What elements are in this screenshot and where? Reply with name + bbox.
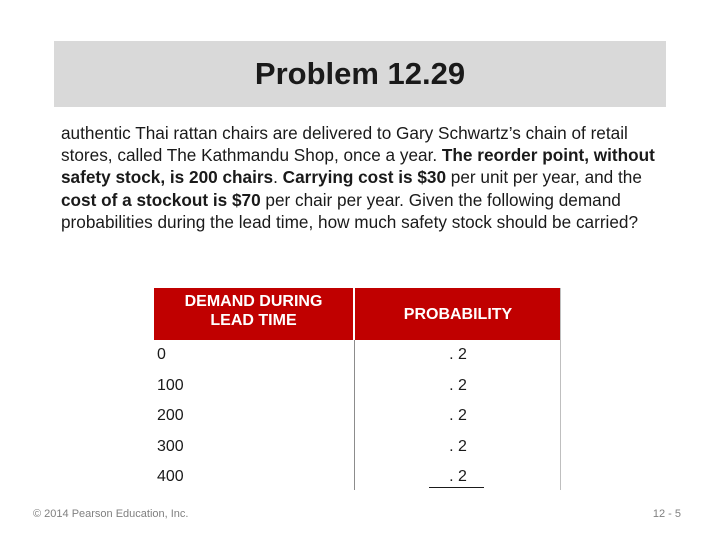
table-row [154, 371, 561, 402]
demand-probability-table [154, 288, 561, 493]
table-row [154, 401, 561, 432]
problem-bold-carrying-cost: Carrying cost is $30 [282, 167, 447, 188]
problem-statement [61, 122, 661, 233]
cell-demand: 400 [157, 468, 184, 486]
problem-bold-reorder-point: The reorder point, without safety stock, is 200 chairs [61, 145, 655, 188]
cell-demand: 0 [157, 346, 166, 364]
cell-demand: 200 [157, 407, 184, 425]
table-row [154, 340, 561, 371]
cell-probability: . 2 [449, 376, 467, 394]
problem-text-2: . [273, 167, 283, 188]
table-row [154, 462, 561, 493]
page-number: 12 - 5 [652, 508, 681, 520]
table-header [154, 288, 561, 340]
copyright-notice: © 2014 Pearson Education, Inc. [33, 508, 189, 520]
cell-demand: 100 [157, 376, 184, 394]
header-demand-line1: DEMAND DURING [184, 293, 323, 310]
table-row [154, 432, 561, 463]
table-right-border [560, 288, 561, 490]
problem-text-3: per unit per year, and the [446, 167, 642, 188]
column-divider [354, 340, 355, 490]
problem-bold-stockout-cost: cost of a stockout is $70 [61, 189, 261, 210]
title-bar [54, 41, 666, 107]
problem-text-1: authentic Thai rattan chairs are delivered to Gary Schwartz’s chain of retail stores, called The Kathmandu Shop, once a year. [61, 123, 628, 166]
cell-probability: . 2 [449, 468, 467, 486]
problem-text-4: per chair per year. Given the following demand probabilities during the lead time, how much safety stock should be carried? [61, 189, 639, 232]
cell-probability: . 2 [449, 437, 467, 455]
header-demand [154, 288, 353, 340]
cell-demand: 300 [157, 437, 184, 455]
header-probability: PROBABILITY [355, 288, 561, 340]
cell-probability: . 2 [449, 346, 467, 364]
sum-underline [429, 487, 484, 488]
header-demand-line2: LEAD TIME [210, 312, 297, 329]
slide-title: Problem 12.29 [254, 56, 466, 91]
cell-probability: . 2 [449, 407, 467, 425]
